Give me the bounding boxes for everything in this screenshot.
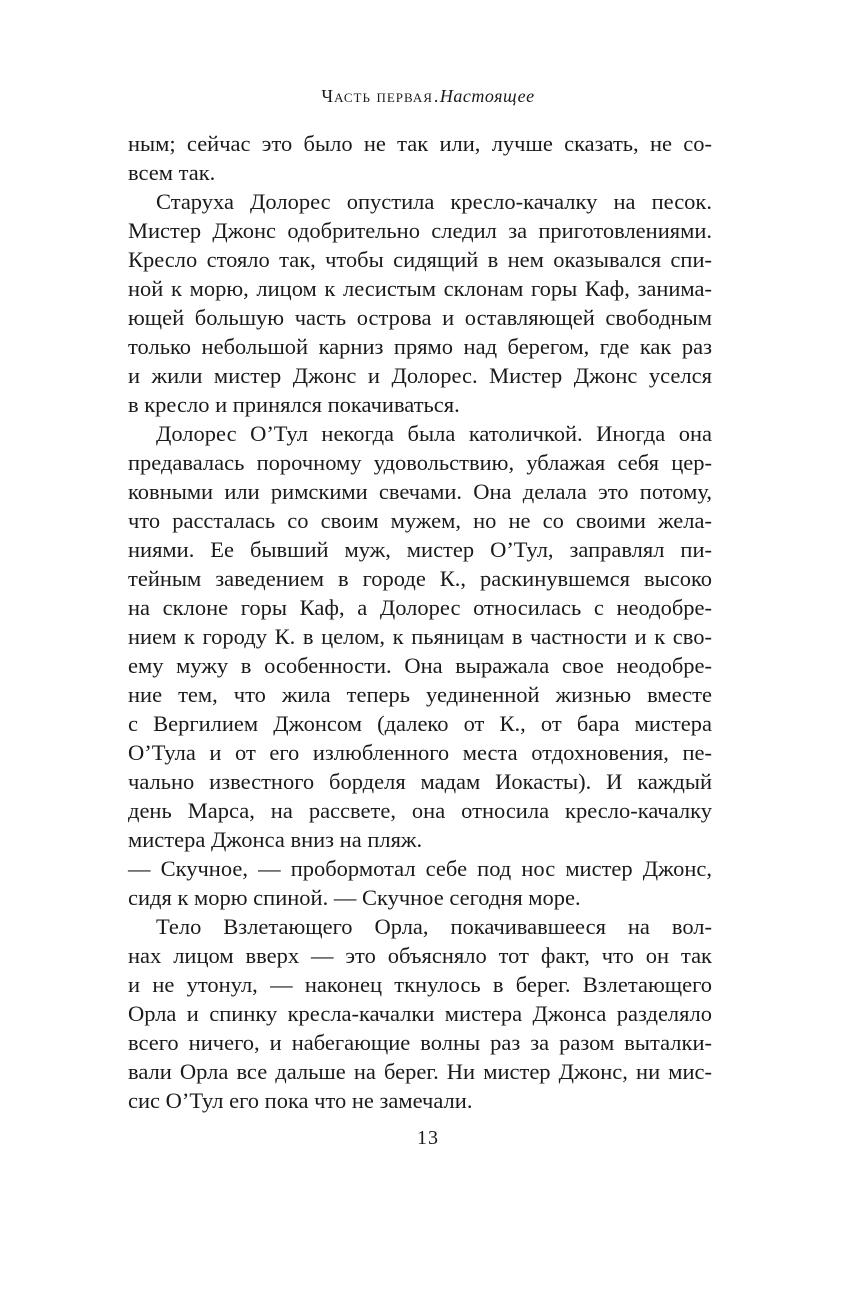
text-line: ющей большую часть острова и оставляющей свободным — [128, 305, 712, 330]
text-line: мистера Джонса вниз на пляж. — [128, 827, 423, 852]
text-line: в кресло и принялся покачиваться. — [128, 392, 460, 417]
text-line: и жили мистер Джонс и Долорес. Мистер Джонс уселся — [128, 363, 712, 388]
text-line: нием к городу К. в целом, к пьяницам в частности и к сво- — [128, 624, 712, 649]
text-line: тейным заведением в городе К., раскинувшемся высоко — [128, 566, 712, 591]
text-line: и не утонул, — наконец ткнулось в берег. Взлетающего — [128, 972, 712, 997]
text-line: на склоне горы Каф, а Долорес относилась с неодобре- — [128, 595, 712, 620]
text-line: Орла и спинку кресла-качалки мистера Джонса разделяло — [128, 1001, 712, 1026]
text-line: вали Орла все дальше на берег. Ни мистер Джонс, ни мис- — [128, 1059, 712, 1084]
running-head-part: Часть первая — [321, 86, 433, 106]
text-line: ной к морю, лицом к лесистым склонам горы Каф, занима- — [128, 276, 712, 301]
running-head — [0, 86, 856, 107]
text-line: сис О’Тул его пока что не замечали. — [128, 1088, 473, 1113]
page-number: 13 — [417, 1127, 439, 1149]
text-line: ным; сейчас это было не так или, лучше сказать, не со- — [128, 131, 712, 156]
text-line: сидя к морю спиной. — Скучное сегодня море. — [128, 885, 581, 910]
text-line: О’Тула и от его излюбленного места отдохновения, пе- — [128, 740, 712, 765]
text-line: чально известного борделя мадам Иокасты). И каждый — [128, 769, 712, 794]
text-line: Кресло стояло так, чтобы сидящий в нем оказывался спи- — [128, 247, 712, 272]
text-line: только небольшой карниз прямо над берегом, где как раз — [128, 334, 712, 359]
body-text — [128, 129, 712, 1115]
text-line: ниями. Ее бывший муж, мистер О’Тул, заправлял пи- — [128, 537, 712, 562]
running-head-chapter: Настоящее — [439, 86, 535, 106]
text-line: ковными или римскими свечами. Она делала это потому, — [128, 479, 712, 504]
text-line: предавалась порочному удовольствию, ублажая себя цер- — [128, 450, 712, 475]
text-line: день Марса, на рассвете, она относила кресло-качалку — [128, 798, 712, 823]
text-line: нах лицом вверх — это объясняло тот факт, что он так — [128, 943, 712, 968]
text-line: ему мужу в особенности. Она выражала свое неодобре- — [128, 653, 712, 678]
running-head-separator: . — [433, 86, 439, 106]
text-line: всем так. — [128, 160, 216, 185]
text-line: Мистер Джонс одобрительно следил за приготовлениями. — [128, 218, 712, 243]
text-line: — Скучное, — пробормотал себе под нос мистер Джонс, — [128, 856, 712, 881]
text-line: всего ничего, и набегающие волны раз за разом выталки- — [128, 1030, 712, 1055]
text-line: ние тем, что жила теперь уединенной жизнью вместе — [128, 682, 712, 707]
text-line: с Вергилием Джонсом (далеко от К., от бара мистера — [128, 711, 712, 736]
text-line: Долорес О’Тул некогда была католичкой. Иногда она — [156, 421, 712, 446]
text-line: Тело Взлетающего Орла, покачивавшееся на вол- — [156, 914, 712, 939]
text-line: Старуха Долорес опустила кресло-качалку на песок. — [156, 189, 712, 214]
text-line: что рассталась со своим мужем, но не со своими жела- — [128, 508, 712, 533]
